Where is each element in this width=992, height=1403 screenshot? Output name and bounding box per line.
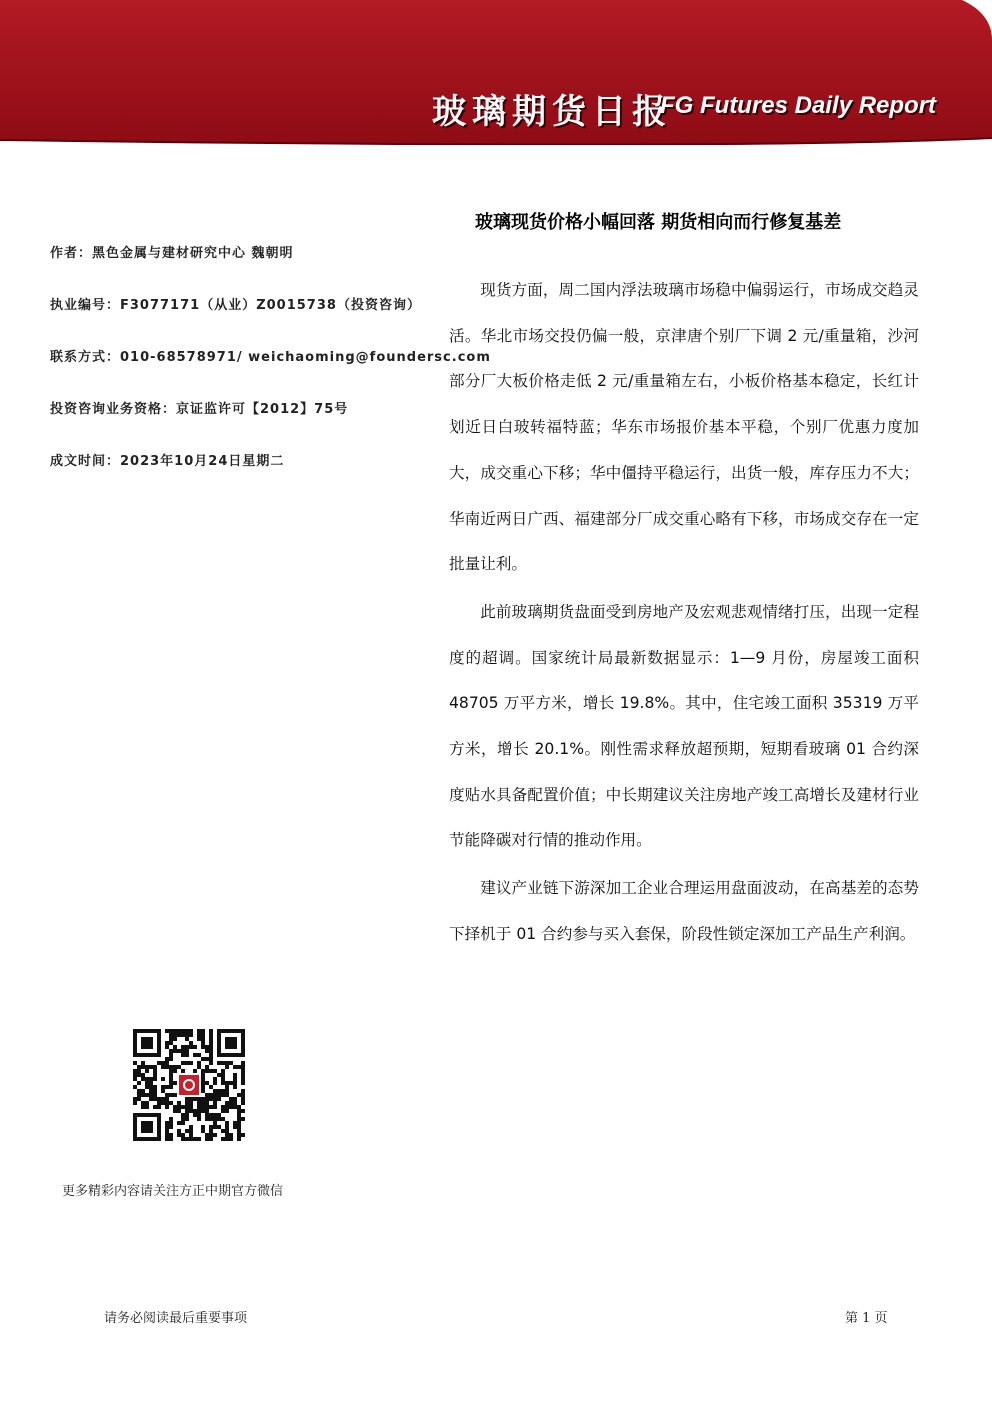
footer-notice: 请务必阅读最后重要事项 [104,1311,248,1326]
qualification-line: 投资咨询业务资格：京证监许可【2012】75号 [50,402,349,417]
article-body [449,268,919,960]
paragraph-spot-market: 现货方面，周二国内浮法玻璃市场稳中偏弱运行，市场成交趋灵活。华北市场交投仍偏一般，京津唐个别厂下调 2 元/重量箱，沙河部分厂大板价格走低 2 元/重量箱左右，小板价格基本稳定，长红计划近日白玻转福特蓝；华东市场报价基本平稳，个别厂优惠力度加大，成交重心下移；华中僵持平稳运行，出货一般，库存压力不大；华南近两日广西、福建部分厂成交重心略有下移，市场成交存在一定批量让利。 [449,281,919,574]
report-title-en: FG Futures Daily Report [660,92,937,119]
article-headline: 玻璃现货价格小幅回落 期货相向而行修复基差 [475,212,842,233]
author-line: 作者：黑色金属与建材研究中心 魏朝明 [50,246,294,261]
date-line: 成文时间：2023年10月24日星期二 [50,454,285,469]
license-number-line: 执业编号：F3077171（从业）Z0015738（投资咨询） [50,298,421,313]
contact-line: 联系方式：010-68578971/ weichaoming@foundersc.com [50,350,491,365]
paragraph-futures-analysis: 此前玻璃期货盘面受到房地产及宏观悲观情绪打压，出现一定程度的超调。国家统计局最新数据显示：1—9 月份，房屋竣工面积 48705 万平方米，增长 19.8%。其中，住宅竣工面积 35319 万平方米，增长 20.1%。刚性需求释放超预期，短期看玻璃 01 合约深度贴水具备配置价值；中长期建议关注房地产竣工高增长及建材行业节能降碳对行情的推动作用。 [449,602,919,850]
qr-code-icon [133,1029,245,1141]
page-number: 第 1 页 [845,1311,888,1326]
qr-caption: 更多精彩内容请关注方正中期官方微信 [62,1184,284,1199]
report-title-cn: 玻璃期货日报 [432,92,672,132]
paragraph-hedging-advice: 建议产业链下游深加工企业合理运用盘面波动，在高基差的态势下择机于 01 合约参与买入套保，阶段性锁定深加工产品生产利润。 [449,879,919,943]
header-banner [0,0,992,145]
author-info [50,244,491,504]
